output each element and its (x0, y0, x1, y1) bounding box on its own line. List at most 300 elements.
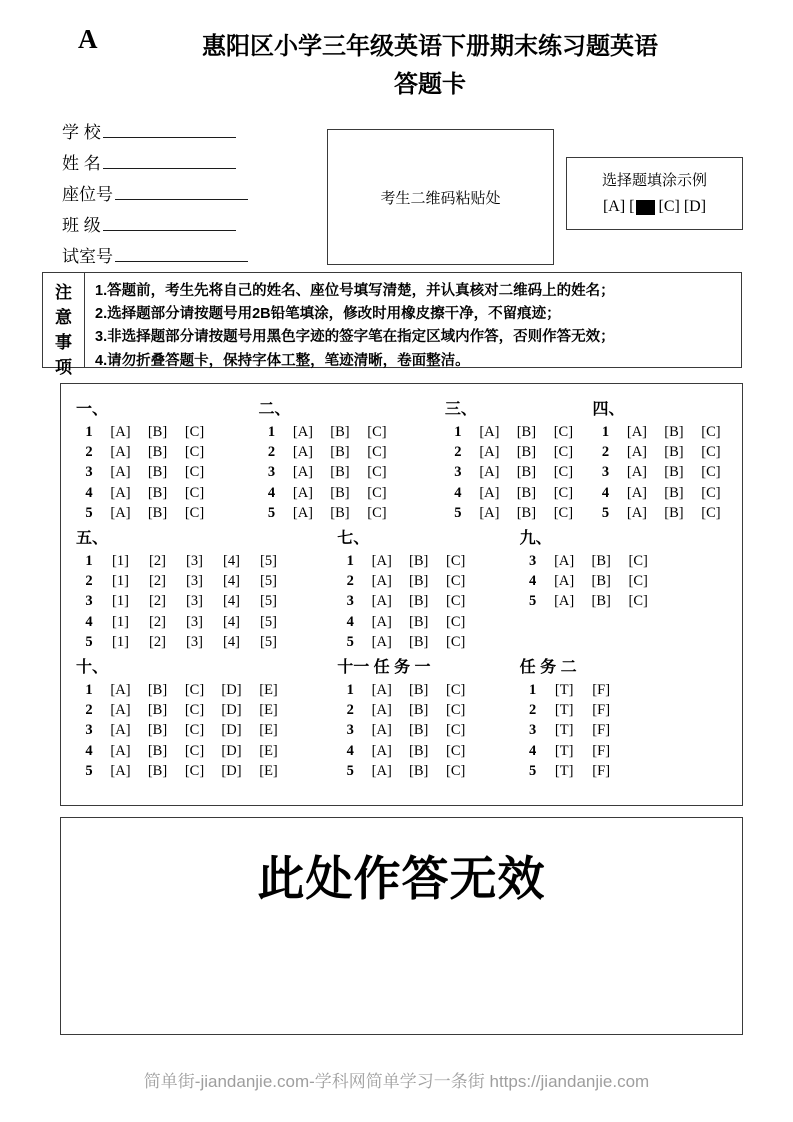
answer-bubble[interactable]: [B] (409, 701, 429, 718)
page-title-line1: 惠阳区小学三年级英语下册期末练习题英语 (202, 33, 658, 60)
answer-bubble[interactable]: [1] (112, 593, 129, 610)
question-row (76, 721, 337, 741)
notice-label-char: 项 (55, 358, 72, 377)
answer-bubble[interactable]: [A] (110, 763, 131, 780)
answer-bubble[interactable]: [B] (147, 722, 168, 739)
question-number: 2 (85, 444, 93, 461)
answer-bubble[interactable]: [B] (516, 505, 537, 522)
question-number: 3 (85, 722, 93, 739)
question-number: 3 (85, 464, 93, 481)
section-10 (76, 658, 337, 782)
section-7 (337, 529, 519, 653)
section-title: 二、 (258, 401, 291, 418)
answer-bubble[interactable]: [B] (147, 444, 168, 461)
question-row (520, 700, 742, 720)
qr-paste-box (327, 129, 554, 265)
section-title: 任 务 二 (519, 658, 577, 676)
question-row (258, 442, 444, 462)
question-row (76, 680, 337, 700)
page-title (150, 28, 710, 104)
field-write-line[interactable] (103, 215, 236, 231)
question-number: 5 (346, 634, 354, 651)
answer-bubble[interactable]: [B] (516, 484, 537, 501)
question-number: 3 (529, 722, 537, 739)
answer-bubble[interactable]: [A] (110, 464, 131, 481)
task-2 (520, 658, 742, 782)
answer-bubble[interactable]: [F] (592, 681, 611, 698)
section-2 (258, 400, 444, 524)
answer-bubble[interactable]: [4] (223, 552, 240, 569)
section-title: 七、 (337, 529, 370, 547)
answer-bubble[interactable]: [B] (664, 423, 684, 440)
answer-bubble[interactable]: [2] (149, 552, 166, 569)
field-label: 座位号 (62, 185, 113, 204)
field-write-line[interactable] (103, 153, 236, 169)
question-row (337, 551, 519, 571)
answer-bubble[interactable]: [C] (184, 505, 205, 522)
answer-band (76, 400, 742, 524)
question-number: 3 (346, 593, 354, 610)
question-number: 4 (601, 484, 610, 501)
student-info-row (62, 242, 322, 273)
question-row (592, 463, 742, 483)
answer-bubble[interactable]: [A] (626, 464, 648, 481)
question-number: 4 (85, 484, 93, 501)
answer-bubble[interactable]: [A] (554, 593, 575, 610)
answer-bubble[interactable]: [B] (409, 722, 429, 739)
answer-bubble[interactable]: [C] (446, 701, 466, 718)
answer-bubble[interactable]: [B] (664, 505, 684, 522)
question-row (337, 741, 519, 761)
answer-bubble[interactable]: [A] (371, 552, 392, 569)
answer-bubble[interactable]: [E] (259, 701, 278, 718)
answer-bubble[interactable]: [F] (592, 763, 611, 780)
answer-bubble[interactable]: [B] (664, 444, 684, 461)
question-row (520, 741, 742, 761)
question-number: 4 (85, 613, 93, 630)
answer-bubble[interactable]: [A] (626, 505, 648, 522)
answer-bubble[interactable]: [3] (186, 593, 203, 610)
answer-bubble[interactable]: [1] (112, 634, 129, 651)
answer-bubble[interactable]: [A] (292, 505, 314, 522)
answer-bubble[interactable]: [C] (367, 505, 387, 522)
question-row (445, 504, 593, 524)
answer-bubble[interactable]: [C] (367, 464, 387, 481)
answer-bubble[interactable]: [5] (260, 634, 277, 651)
answer-bubble[interactable]: [3] (186, 613, 203, 630)
question-row (76, 483, 258, 503)
answer-bubble[interactable]: [C] (367, 444, 387, 461)
student-info-row (62, 118, 322, 149)
question-number: 5 (85, 634, 93, 651)
notice-item: 1.答题前，考生先将自己的姓名、座位号填写清楚，并认真核对二维码上的姓名； (95, 283, 615, 299)
answer-bubble[interactable]: [A] (110, 444, 131, 461)
invalid-area (60, 817, 743, 1035)
answer-bubble[interactable]: [B] (409, 681, 429, 698)
answer-bubble[interactable]: [B] (409, 573, 429, 590)
answer-bubble[interactable]: [A] (371, 613, 392, 630)
answer-bubble[interactable]: [C] (184, 484, 205, 501)
section-title: 三、 (444, 401, 477, 418)
fill-example-title: 选择题填涂示例 (601, 172, 707, 189)
answer-bubble[interactable]: [T] (554, 722, 574, 739)
answer-bubble[interactable]: [A] (371, 634, 392, 651)
field-write-line[interactable] (115, 246, 248, 262)
answer-bubble[interactable]: [A] (479, 423, 500, 440)
answer-bubble[interactable]: [A] (110, 423, 131, 440)
answer-bubble[interactable]: [T] (554, 742, 574, 759)
field-write-line[interactable] (103, 122, 236, 138)
field-label: 学 校 (62, 123, 101, 142)
question-number: 5 (346, 763, 354, 780)
answer-bubble[interactable]: [C] (628, 593, 648, 610)
field-label: 班 级 (62, 216, 101, 235)
answer-bubble[interactable]: [A] (371, 763, 392, 780)
answer-bubble[interactable]: [B] (330, 464, 350, 481)
fill-example-box (566, 157, 743, 230)
answer-bubble[interactable]: [T] (554, 681, 574, 698)
question-number: 2 (346, 573, 354, 590)
answer-bubble[interactable]: [F] (592, 722, 611, 739)
answer-bubble[interactable]: [B] (664, 464, 684, 481)
example-option-a: [A] [ (602, 198, 635, 215)
question-row (76, 741, 337, 761)
example-options-cd: [C] [D] (658, 198, 707, 215)
answer-bubble[interactable]: [A] (554, 573, 575, 590)
answer-bubble[interactable]: [B] (147, 681, 168, 698)
answer-bubble[interactable]: [B] (409, 593, 429, 610)
answer-bubble[interactable]: [E] (259, 722, 278, 739)
answer-bubble[interactable]: [C] (553, 464, 574, 481)
notice-label-char: 事 (55, 333, 72, 352)
invalid-area-label: 此处作答无效 (257, 852, 546, 905)
answer-bubble[interactable]: [5] (260, 552, 277, 569)
question-row (76, 504, 258, 524)
question-number: 4 (85, 742, 93, 759)
answer-bubble[interactable]: [C] (184, 701, 205, 718)
answer-bubble[interactable]: [B] (591, 573, 611, 590)
question-number: 5 (529, 593, 537, 610)
question-row (337, 700, 519, 720)
answer-bubble[interactable]: [C] (446, 593, 466, 610)
question-row (337, 680, 519, 700)
answer-bubble[interactable]: [B] (409, 634, 429, 651)
answer-bubble[interactable]: [5] (260, 593, 277, 610)
question-number: 4 (346, 742, 354, 759)
field-label: 姓 名 (62, 154, 101, 173)
question-row (76, 463, 258, 483)
answer-bubble[interactable]: [C] (446, 681, 466, 698)
section-title: 五、 (76, 529, 109, 547)
answer-bubble[interactable]: [B] (147, 464, 168, 481)
answer-bubble[interactable]: [C] (184, 464, 205, 481)
answer-bubble[interactable]: [2] (149, 593, 166, 610)
answer-bubble[interactable]: [A] (626, 423, 648, 440)
question-row (76, 761, 337, 781)
answer-bubble[interactable]: [E] (259, 742, 278, 759)
answer-bubble[interactable]: [C] (184, 423, 205, 440)
answer-bubble[interactable]: [C] (446, 763, 466, 780)
question-number: 1 (346, 681, 354, 698)
answer-bubble[interactable]: [1] (112, 552, 129, 569)
section-title: 一、 (76, 401, 109, 418)
answer-bubble[interactable]: [B] (516, 423, 537, 440)
answer-bubble[interactable]: [D] (221, 722, 242, 739)
answer-bubble[interactable]: [T] (554, 763, 574, 780)
answer-bubble[interactable]: [A] (110, 742, 131, 759)
question-row (520, 571, 742, 591)
answer-bubble[interactable]: [3] (186, 573, 203, 590)
answer-bubble[interactable]: [A] (626, 484, 648, 501)
answer-bubble[interactable]: [B] (330, 505, 350, 522)
answer-bubble[interactable]: [C] (446, 613, 466, 630)
answer-bubble[interactable]: [C] (553, 444, 574, 461)
question-row (76, 592, 337, 612)
answer-bubble[interactable]: [D] (221, 742, 242, 759)
answer-bubble[interactable]: [B] (591, 593, 611, 610)
answer-bubble[interactable]: [A] (292, 444, 314, 461)
answer-bubble[interactable]: [A] (479, 484, 500, 501)
answer-bubble[interactable]: [D] (221, 701, 242, 718)
answer-bubble[interactable]: [B] (330, 423, 350, 440)
answer-bubble[interactable]: [T] (554, 701, 574, 718)
section-9 (520, 529, 742, 653)
answer-bubble[interactable]: [C] (701, 484, 721, 501)
answer-bubble[interactable]: [B] (147, 763, 168, 780)
question-number: 5 (601, 505, 610, 522)
answer-bubble[interactable]: [A] (371, 573, 392, 590)
section-5 (76, 529, 337, 653)
answer-bubble[interactable]: [2] (149, 613, 166, 630)
notice-label-char: 意 (55, 308, 72, 327)
answer-bubble[interactable]: [4] (223, 613, 240, 630)
answer-bubble[interactable]: [B] (147, 742, 168, 759)
answer-bubble[interactable]: [B] (409, 742, 429, 759)
answer-bubble[interactable]: [C] (184, 742, 205, 759)
filled-bubble-icon (636, 200, 655, 215)
answer-bubble[interactable]: [C] (628, 573, 648, 590)
answer-bubble[interactable]: [C] (446, 552, 466, 569)
question-row (592, 442, 742, 462)
question-number: 1 (529, 681, 537, 698)
variant-label: A (78, 24, 98, 54)
answer-bubble[interactable]: [C] (367, 484, 387, 501)
answer-bubble[interactable]: [C] (701, 505, 721, 522)
answer-bubble[interactable]: [B] (147, 701, 168, 718)
answer-bubble[interactable]: [4] (223, 634, 240, 651)
question-row (337, 761, 519, 781)
answer-bubble[interactable]: [3] (186, 634, 203, 651)
notice-item: 4.请勿折叠答题卡，保持字体工整，笔迹清晰，卷面整洁。 (95, 352, 470, 369)
notice-box (42, 272, 742, 377)
section-title: 九、 (519, 529, 552, 547)
answer-bubble[interactable]: [1] (112, 613, 129, 630)
answer-bubble[interactable]: [A] (110, 701, 131, 718)
question-row (520, 551, 742, 571)
answer-bubble[interactable]: [B] (409, 552, 429, 569)
answer-bubble[interactable]: [C] (553, 505, 574, 522)
answer-bubble[interactable]: [5] (260, 613, 277, 630)
question-row (592, 504, 742, 524)
question-number: 1 (85, 681, 93, 698)
question-number: 2 (85, 573, 93, 590)
question-row (76, 551, 337, 571)
answer-bubble[interactable]: [B] (330, 444, 350, 461)
question-number: 1 (85, 552, 93, 569)
answer-bubble[interactable]: [A] (371, 722, 392, 739)
question-number: 1 (85, 423, 93, 440)
answer-bubble[interactable]: [D] (221, 763, 242, 780)
answer-bubble[interactable]: [C] (553, 423, 574, 440)
student-info-row (62, 211, 322, 242)
answer-bubble[interactable]: [A] (292, 464, 314, 481)
answer-bubble[interactable]: [C] (701, 423, 721, 440)
section-11-task-1 (337, 658, 519, 782)
answer-bubble[interactable]: [A] (110, 484, 131, 501)
answer-bubble[interactable]: [1] (112, 573, 129, 590)
question-row (76, 633, 337, 653)
question-number: 1 (601, 423, 610, 440)
answer-bubble[interactable]: [C] (446, 634, 466, 651)
answer-bubble[interactable]: [B] (147, 484, 168, 501)
answer-bubble[interactable]: [3] (186, 552, 203, 569)
answer-bubble[interactable]: [C] (553, 484, 574, 501)
answer-bubble[interactable]: [A] (110, 722, 131, 739)
answer-bubble[interactable]: [B] (147, 505, 168, 522)
answer-bubble[interactable]: [4] (223, 593, 240, 610)
question-number: 5 (454, 505, 462, 522)
answer-bubble[interactable]: [C] (184, 681, 205, 698)
answer-bubble[interactable]: [C] (184, 763, 205, 780)
question-row (337, 721, 519, 741)
section-title: 十一 任 务 一 (337, 658, 431, 676)
question-row (76, 700, 337, 720)
question-row (445, 422, 593, 442)
section-title: 四、 (592, 401, 625, 418)
answer-bubble[interactable]: [B] (409, 763, 429, 780)
notice-label-char: 注 (55, 283, 72, 302)
question-row (445, 483, 593, 503)
question-row (592, 483, 742, 503)
answer-bubble[interactable]: [E] (259, 763, 278, 780)
question-number: 2 (601, 444, 610, 461)
answer-bubble[interactable]: [A] (371, 701, 392, 718)
question-number: 5 (529, 763, 537, 780)
answer-bubble[interactable]: [F] (592, 701, 611, 718)
question-number: 4 (454, 484, 462, 501)
question-number: 4 (267, 484, 276, 501)
answer-bubble[interactable]: [B] (330, 484, 350, 501)
answer-bubble[interactable]: [C] (446, 722, 466, 739)
answer-bubble[interactable]: [C] (628, 552, 648, 569)
answer-bubble[interactable]: [C] (701, 444, 721, 461)
answer-bubble[interactable]: [F] (592, 742, 611, 759)
answer-bubble[interactable]: [A] (292, 484, 314, 501)
section-3 (445, 400, 593, 524)
answer-bubble[interactable]: [C] (184, 444, 205, 461)
answer-bubble[interactable]: [2] (149, 573, 166, 590)
answer-bubble[interactable]: [C] (184, 722, 205, 739)
answer-bubble[interactable]: [5] (260, 573, 277, 590)
notice-vertical-label (43, 273, 85, 377)
question-number: 3 (601, 464, 610, 481)
answer-bubble[interactable]: [A] (371, 681, 392, 698)
student-info (62, 118, 322, 273)
question-row (76, 422, 258, 442)
qr-paste-label: 考生二维码粘贴处 (380, 189, 501, 207)
question-number: 3 (346, 722, 354, 739)
answer-bubble[interactable]: [A] (479, 464, 500, 481)
question-row (258, 483, 444, 503)
answer-bubble[interactable]: [A] (292, 423, 314, 440)
question-number: 2 (454, 444, 462, 461)
answer-bubble[interactable]: [C] (701, 464, 721, 481)
question-number: 4 (346, 613, 354, 630)
question-number: 3 (267, 464, 276, 481)
answer-bubble[interactable]: [D] (221, 681, 242, 698)
answer-bubble[interactable]: [B] (409, 613, 429, 630)
page-title-line2: 答题卡 (394, 71, 466, 98)
question-number: 3 (454, 464, 462, 481)
answer-bubble[interactable]: [C] (367, 423, 387, 440)
notice-items (85, 273, 741, 367)
answer-bubble[interactable]: [4] (223, 573, 240, 590)
field-write-line[interactable] (115, 184, 248, 200)
answer-bubble[interactable]: [B] (516, 444, 537, 461)
question-number: 5 (85, 505, 93, 522)
answer-bubble[interactable]: [B] (147, 423, 168, 440)
question-number: 3 (85, 593, 93, 610)
question-row (76, 442, 258, 462)
question-row (445, 463, 593, 483)
fill-example-options (567, 198, 742, 216)
answer-bubble[interactable]: [2] (149, 634, 166, 651)
answer-bubble[interactable]: [E] (259, 681, 278, 698)
footer-credit: 简单街-jiandanjie.com-学科网简单学习一条街 https://jiandanjie.com (143, 1072, 650, 1091)
answer-bubble[interactable]: [B] (664, 484, 684, 501)
question-row (520, 721, 742, 741)
answer-bubble[interactable]: [A] (371, 593, 392, 610)
answer-bubble[interactable]: [B] (516, 464, 537, 481)
question-number: 3 (529, 552, 537, 569)
student-info-row (62, 180, 322, 211)
answer-bubble[interactable]: [A] (371, 742, 392, 759)
answer-bubble[interactable]: [A] (479, 444, 500, 461)
question-row (337, 612, 519, 632)
answer-bubble[interactable]: [A] (479, 505, 500, 522)
answer-bubble[interactable]: [A] (110, 505, 131, 522)
student-info-row (62, 149, 322, 180)
section-title: 十、 (76, 658, 109, 676)
section-4 (592, 400, 742, 524)
question-row (520, 761, 742, 781)
question-number: 4 (529, 742, 537, 759)
answer-card (60, 383, 743, 806)
question-row (445, 442, 593, 462)
answer-bubble[interactable]: [A] (110, 681, 131, 698)
question-row (76, 571, 337, 591)
answer-bubble[interactable]: [B] (591, 552, 611, 569)
answer-bubble[interactable]: [A] (554, 552, 575, 569)
question-number: 5 (85, 763, 93, 780)
question-row (258, 504, 444, 524)
question-number: 2 (529, 701, 537, 718)
answer-band (76, 658, 742, 782)
question-number: 1 (454, 423, 462, 440)
answer-bubble[interactable]: [C] (446, 573, 466, 590)
answer-bubble[interactable]: [C] (446, 742, 466, 759)
answer-bubble[interactable]: [A] (626, 444, 648, 461)
